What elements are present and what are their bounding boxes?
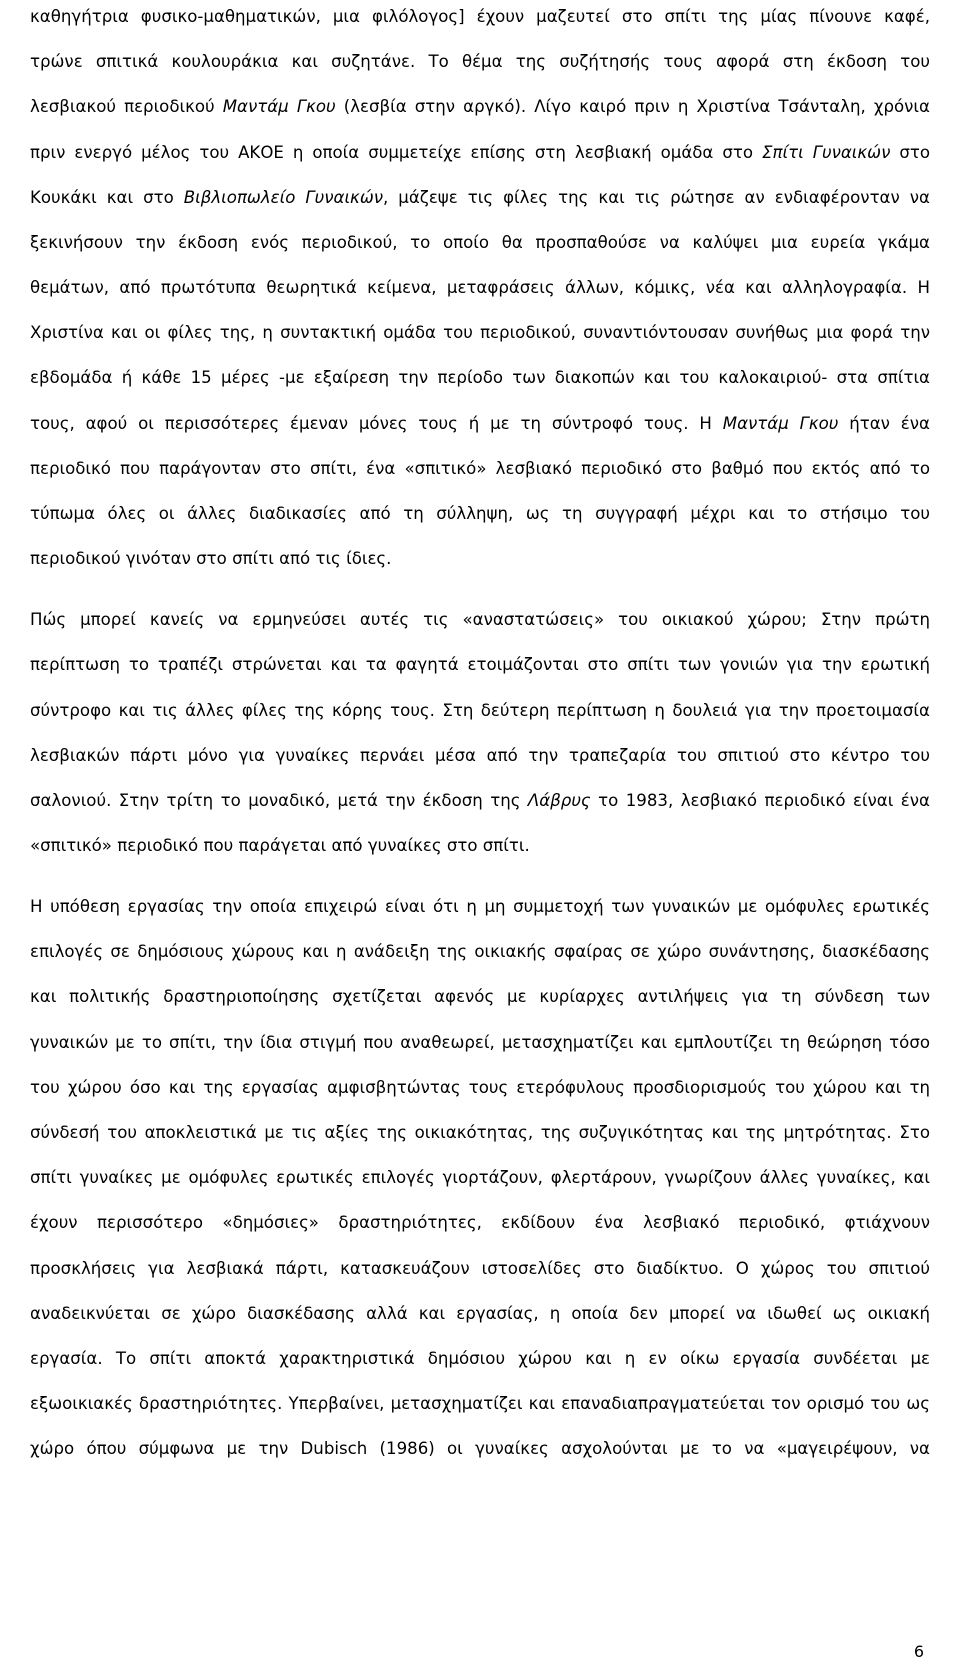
- text-line: χώρο όπου σύμφωνα με την Dubisch (1986) οι γυναίκες ασχολούνται με το να «μαγειρέψουν, να: [30, 1439, 930, 1458]
- italic-title: Βιβλιοπωλείο Γυναικών: [183, 188, 384, 207]
- text-segment: (λεσβία στην αργκό). Λίγο καιρό πριν η Χριστίνα Τσάνταλη, χρόνια: [335, 97, 930, 116]
- text-line: περιοδικό που παράγονταν στο σπίτι, ένα «σπιτικό» λεσβιακό περιοδικό στο βαθμό που εκτός από το: [30, 459, 930, 478]
- text-line: καθηγήτρια φυσικο-μαθηματικών, μια φιλόλογος] έχουν μαζευτεί στο σπίτι της μίας πίνουνε καφέ,: [30, 7, 930, 26]
- text-line: του χώρου όσο και της εργασίας αμφισβητώντας τους ετερόφυλους προσδιορισμούς του χώρου και τη: [30, 1078, 930, 1097]
- page-number: 6: [913, 1642, 924, 1661]
- text-line: περιοδικού γινόταν στο σπίτι από τις ίδιες.: [30, 549, 392, 568]
- italic-title: Μαντάμ Γκου: [722, 414, 839, 433]
- text-line: τύπωμα όλες οι άλλες διαδικασίες από τη σύλληψη, ως τη συγγραφή μέχρι και το στήσιμο του: [30, 504, 930, 523]
- text-line: περίπτωση το τραπέζι στρώνεται και τα φαγητά ετοιμάζονται στο σπίτι των γονιών για την ερωτική: [30, 655, 930, 674]
- text-line: γυναικών με το σπίτι, την ίδια στιγμή που αναθεωρεί, μετασχηματίζει και εμπλουτίζει τη θεώρηση τόσο: [30, 1033, 930, 1052]
- text-segment: πριν ενεργό μέλος του ΑΚΟΕ η οποία συμμετείχε επίσης στη λεσβιακή ομάδα στο: [30, 143, 763, 162]
- text-line: «σπιτικό» περιοδικό που παράγεται από γυναίκες στο σπίτι.: [30, 836, 530, 855]
- text-line: [30, 143, 930, 163]
- text-line: [30, 188, 930, 208]
- text-segment: λεσβιακού περιοδικού: [30, 97, 223, 116]
- text-line: αναδεικνύεται σε χώρο διασκέδασης αλλά και εργασίας, η οποία δεν μπορεί να ιδωθεί ως οικιακή: [30, 1304, 930, 1323]
- text-segment: Κουκάκι και στο: [30, 188, 184, 207]
- text-segment: το 1983, λεσβιακό περιοδικό είναι ένα: [590, 791, 930, 810]
- text-line: Η υπόθεση εργασίας την οποία επιχειρώ είναι ότι η μη συμμετοχή των γυναικών με ομόφυλες ερωτικές: [30, 897, 930, 916]
- italic-title: Λάβρυς: [527, 791, 591, 810]
- text-line: θεμάτων, από πρωτότυπα θεωρητικά κείμενα, μεταφράσεις άλλων, κόμικς, νέα και αλληλογραφία. Η: [30, 278, 930, 297]
- text-line: προσκλήσεις για λεσβιακά πάρτι, κατασκευάζουν ιστοσελίδες στο διαδίκτυο. Ο χώρος του σπιτιού: [30, 1259, 930, 1278]
- text-line: σύνδεσή του αποκλειστικά με τις αξίες της οικιακότητας, της συζυγικότητας και της μητρότητας. Στο: [30, 1123, 930, 1142]
- text-segment: τους, αφού οι περισσότερες έμεναν μόνες τους ή με τη σύντροφό τους. Η: [30, 414, 723, 433]
- text-line: Πώς μπορεί κανείς να ερμηνεύσει αυτές τις «αναστατώσεις» του οικιακού χώρου; Στην πρώτη: [30, 610, 930, 629]
- text-line: εργασία. Το σπίτι αποκτά χαρακτηριστικά δημόσιου χώρου και η εν οίκω εργασία συνδέεται με: [30, 1349, 930, 1368]
- text-line: λεσβιακών πάρτι μόνο για γυναίκες περνάει μέσα από την τραπεζαρία του σπιτιού στο κέντρο του: [30, 746, 930, 765]
- text-line: έχουν περισσότερο «δημόσιες» δραστηριότητες, εκδίδουν ένα λεσβιακό περιοδικό, φτιάχνουν: [30, 1213, 930, 1232]
- text-segment: σαλονιού. Στην τρίτη το μοναδικό, μετά την έκδοση της: [30, 791, 528, 810]
- text-line: Χριστίνα και οι φίλες της, η συντακτική ομάδα του περιοδικού, συναντιόντουσαν συνήθως μια φορά την: [30, 323, 930, 342]
- text-line: ξεκινήσουν την έκδοση ενός περιοδικού, το οποίο θα προσπαθούσε να καλύψει μια ευρεία γκάμα: [30, 233, 930, 252]
- italic-title: Μαντάμ Γκου: [222, 97, 336, 116]
- text-line: σπίτι γυναίκες με ομόφυλες ερωτικές επιλογές γιορτάζουν, φλερτάρουν, γνωρίζουν άλλες γυναίκες, και: [30, 1168, 930, 1187]
- italic-title: Σπίτι Γυναικών: [762, 143, 891, 162]
- text-segment: ήταν ένα: [838, 414, 930, 433]
- text-line: σύντροφο και τις άλλες φίλες της κόρης τους. Στη δεύτερη περίπτωση η δουλειά για την προετοιμασία: [30, 701, 930, 720]
- text-line: εβδομάδα ή κάθε 15 μέρες -με εξαίρεση την περίοδο των διακοπών και του καλοκαιριού- στα σπίτια: [30, 368, 930, 387]
- text-line: και πολιτικής δραστηριοποίησης σχετίζεται αφενός με κυρίαρχες αντιλήψεις για τη σύνδεση των: [30, 987, 930, 1006]
- text-line: τρώνε σπιτικά κουλουράκια και συζητάνε. Το θέμα της συζήτησής τους αφορά στη έκδοση του: [30, 52, 930, 71]
- text-line: [30, 97, 930, 117]
- text-line: [30, 791, 930, 811]
- text-segment: στο: [890, 143, 930, 162]
- text-line: [30, 414, 930, 434]
- text-segment: , μάζεψε τις φίλες της και τις ρώτησε αν ενδιαφέρονταν να: [383, 188, 930, 207]
- text-line: εξωοικιακές δραστηριότητες. Υπερβαίνει, μετασχηματίζει και επαναδιαπραγματεύεται τον ορισμό του ως: [30, 1394, 930, 1413]
- text-line: επιλογές σε δημόσιους χώρους και η ανάδειξη της οικιακής σφαίρας σε χώρο συνάντησης, διασκέδασης: [30, 942, 930, 961]
